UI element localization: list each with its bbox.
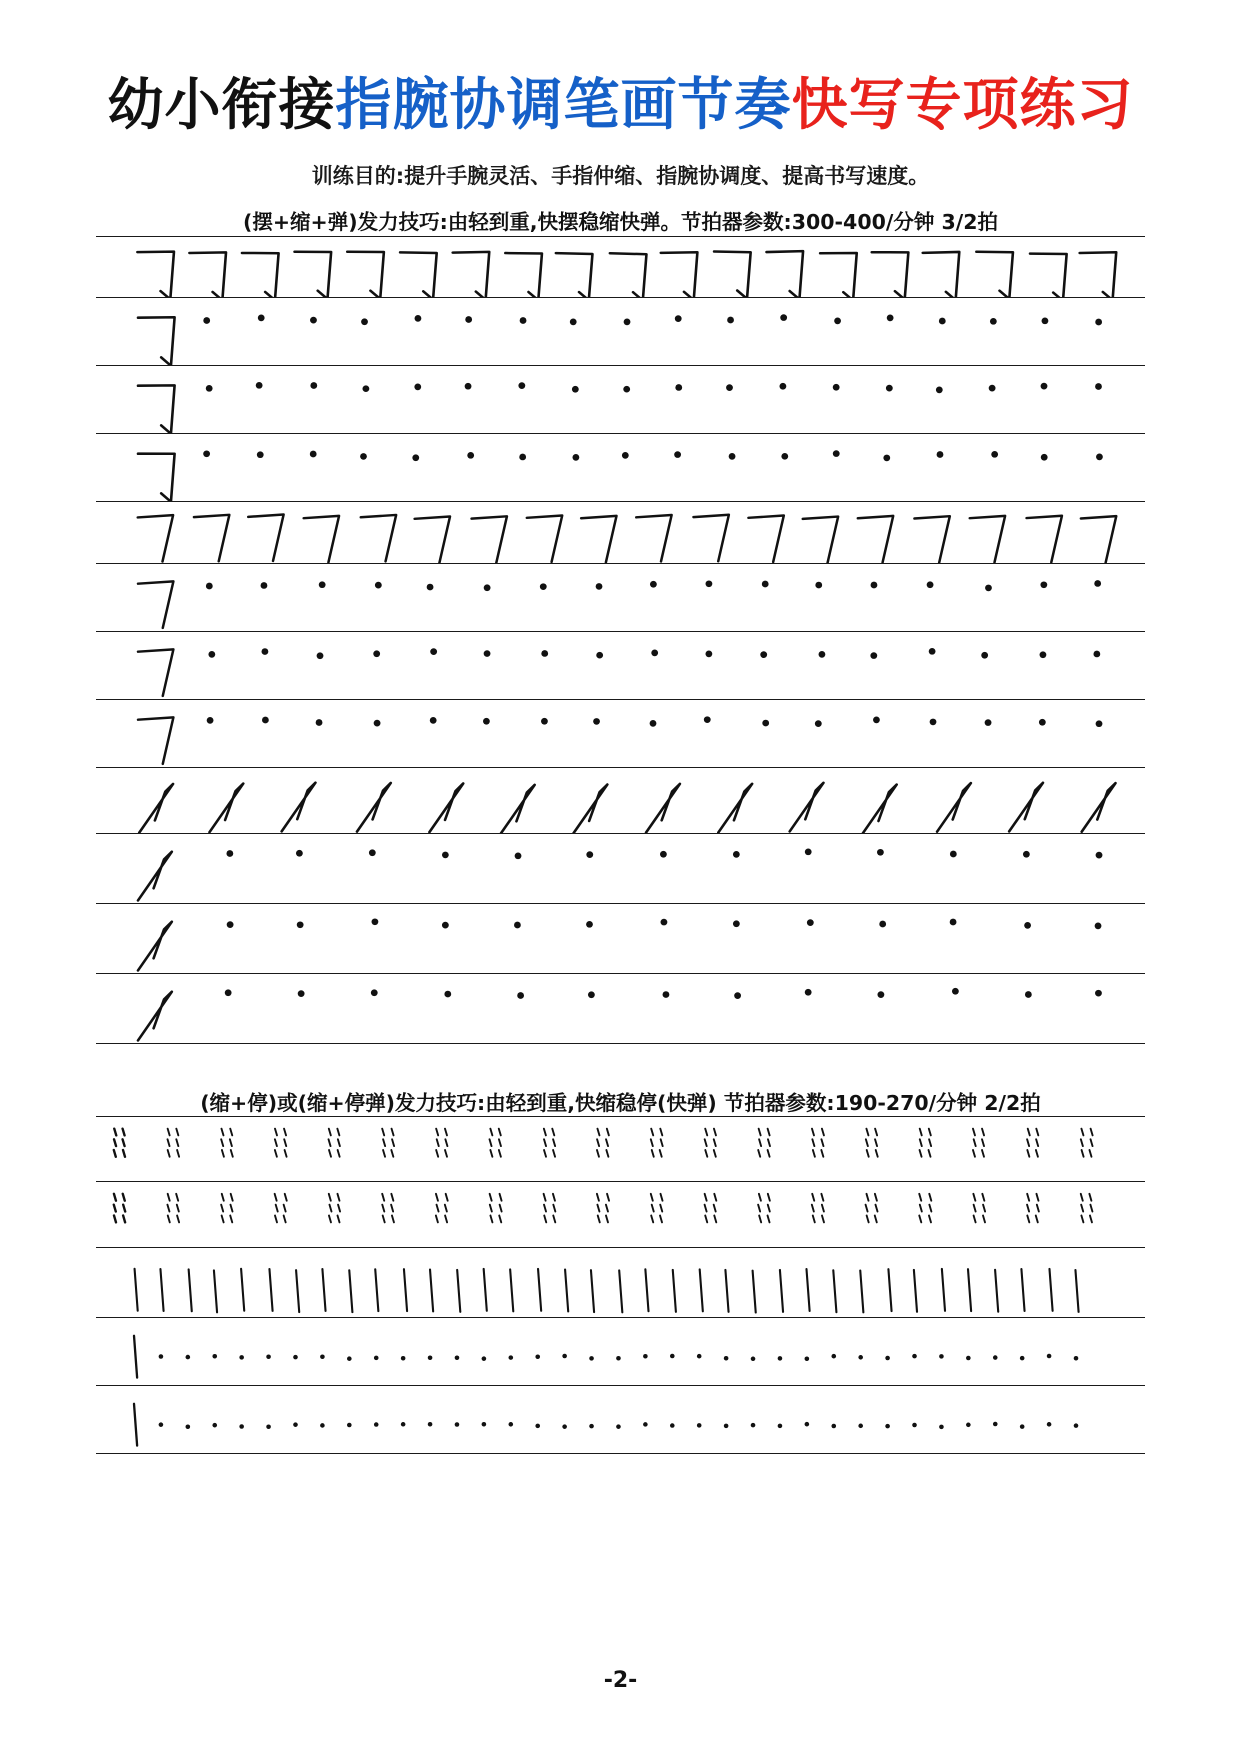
- stroke-glyph-layer: [96, 237, 1145, 297]
- training-purpose-subtitle: 训练目的:提升手腕灵活、手指仲缩、指腕协调度、提高书写速度。: [311, 164, 930, 188]
- stroke-glyph-layer: [96, 768, 1145, 833]
- stroke-glyph-layer: [96, 564, 1145, 631]
- practice-row-trace: [96, 564, 1145, 632]
- stroke-glyph-layer: [96, 834, 1145, 903]
- stroke-glyph-layer: [96, 366, 1145, 433]
- section-1-instruction: (摆+缩+弹)发力技巧:由轻到重,快摆稳缩快弹。节拍器参数:300-400/分钟 3/2拍: [242, 210, 998, 234]
- title-part-blue: 指腕协调笔画节奏: [335, 73, 792, 138]
- practice-row-trace: [96, 904, 1145, 974]
- page-number: -2-: [603, 1668, 638, 1693]
- practice-row-model: [96, 236, 1145, 298]
- practice-row-trace: [96, 974, 1145, 1044]
- stroke-glyph-layer: [96, 1182, 1145, 1247]
- stroke-glyph-layer: [96, 502, 1145, 563]
- practice-row-trace: [96, 1318, 1145, 1386]
- stroke-glyph-layer: [96, 904, 1145, 973]
- practice-row-trace: [96, 834, 1145, 904]
- practice-row-model: [96, 1248, 1145, 1318]
- practice-row-cluster: [96, 1116, 1145, 1182]
- practice-row-trace: [96, 1386, 1145, 1454]
- practice-row-cluster: [96, 1182, 1145, 1248]
- practice-row-trace: [96, 700, 1145, 768]
- stroke-glyph-layer: [96, 1117, 1145, 1181]
- title-part-black: 幼小衔接: [107, 73, 336, 138]
- section-2-practice-sheet: [96, 1116, 1145, 1454]
- title-part-red: 快写专项练习: [791, 73, 1134, 138]
- section-2-instruction: (缩+停)或(缩+停弹)发力技巧:由轻到重,快缩稳停(快弹) 节拍器参数:190-270/分钟 2/2拍: [200, 1091, 1041, 1115]
- practice-row-model: [96, 768, 1145, 834]
- stroke-glyph-layer: [96, 1318, 1145, 1385]
- stroke-glyph-layer: [96, 974, 1145, 1043]
- stroke-glyph-layer: [96, 298, 1145, 365]
- practice-row-trace: [96, 434, 1145, 502]
- stroke-glyph-layer: [96, 700, 1145, 767]
- stroke-glyph-layer: [96, 1248, 1145, 1317]
- practice-row-trace: [96, 632, 1145, 700]
- section-1-practice-sheet: [96, 236, 1145, 1044]
- practice-row-trace: [96, 366, 1145, 434]
- practice-row-model: [96, 502, 1145, 564]
- page-title: [0, 73, 1241, 138]
- stroke-glyph-layer: [96, 1386, 1145, 1453]
- stroke-glyph-layer: [96, 434, 1145, 501]
- stroke-glyph-layer: [96, 632, 1145, 699]
- practice-row-trace: [96, 298, 1145, 366]
